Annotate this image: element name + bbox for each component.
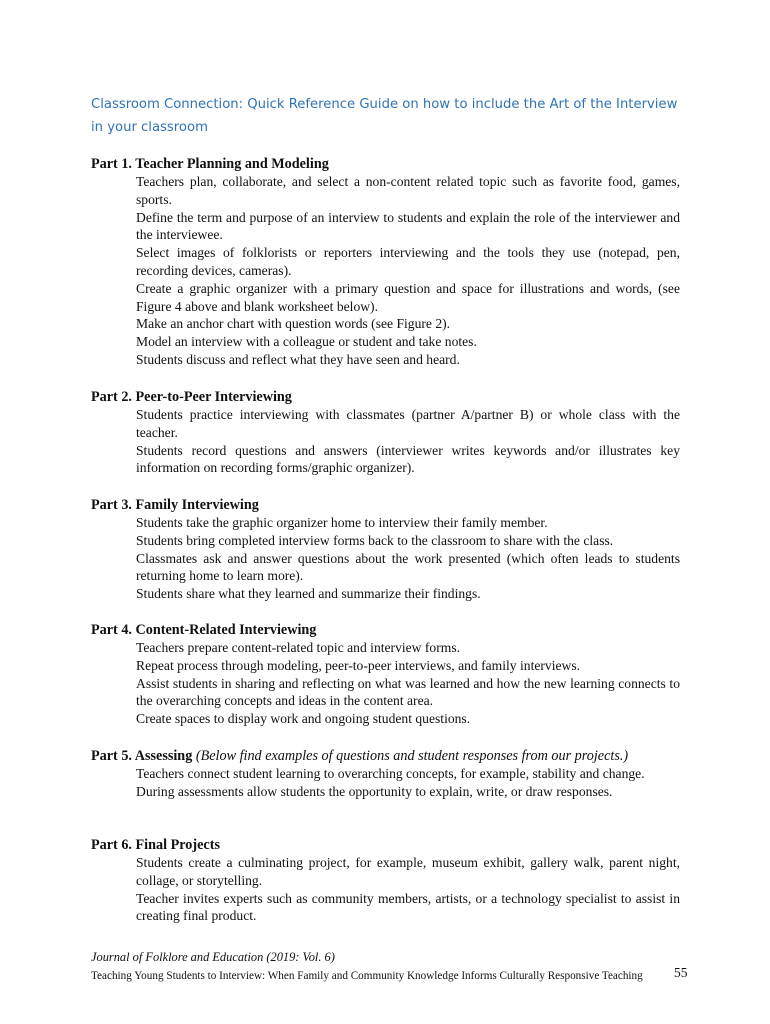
list-item: Create spaces to display work and ongoing student questions.	[136, 711, 471, 727]
part-items	[136, 854, 680, 925]
part-title	[91, 155, 691, 173]
part-4	[91, 621, 691, 728]
list-item: Assist students in sharing and reflecting on what was learned and how the new learning connects to the overarching concepts and ideas in the content area.	[136, 675, 680, 709]
part-items	[136, 406, 680, 477]
list-item: Students share what they learned and summarize their findings.	[136, 586, 481, 602]
part-6	[91, 836, 691, 925]
list-item: Students record questions and answers (interviewer writes keywords and/or illustrates key information on recording forms/graphic organizer).	[136, 442, 680, 476]
part-items	[136, 765, 680, 801]
list-item: Students create a culminating project, for example, museum exhibit, gallery walk, parent night, collage, or storytelling.	[136, 855, 680, 888]
part-items	[136, 639, 680, 728]
part-title-text: Part 2. Peer-to-Peer Interviewing	[91, 389, 292, 405]
list-item: Students bring completed interview forms back to the classroom to share with the class.	[136, 532, 614, 548]
page-number: 55	[674, 965, 688, 980]
part-items	[136, 173, 680, 369]
part-title	[91, 621, 691, 639]
list-item: Make an anchor chart with question words (see Figure 2).	[136, 316, 451, 332]
part-title	[91, 836, 691, 854]
list-item: Students discuss and reflect what they have seen and heard.	[136, 351, 460, 367]
section-heading: Classroom Connection: Quick Reference Guide on how to include the Art of the Interview in your classroom	[91, 97, 678, 135]
list-item: Students practice interviewing with classmates (partner A/partner B) or whole class with the teacher.	[136, 407, 680, 440]
list-item: Model an interview with a colleague or student and take notes.	[136, 334, 477, 350]
part-title-text: Part 4. Content-Related Interviewing	[91, 622, 317, 638]
part-1	[91, 155, 691, 369]
part-title-text: Part 3. Family Interviewing	[91, 497, 259, 513]
part-title-note: (Below find examples of questions and student responses from our projects.)	[195, 748, 629, 764]
list-item: Repeat process through modeling, peer-to-peer interviews, and family interviews.	[136, 657, 581, 673]
list-item: Create a graphic organizer with a primary question and space for illustrations and words, (see Figure 4 above and blank worksheet below).	[136, 280, 680, 314]
list-item: Teacher invites experts such as community members, artists, or a technology specialist to assist in creating final product.	[136, 890, 680, 924]
part-title	[91, 496, 691, 514]
part-title-text: Part 1. Teacher Planning and Modeling	[91, 156, 329, 172]
part-5	[91, 747, 691, 801]
list-item: Teachers prepare content-related topic and interview forms.	[136, 640, 461, 655]
part-items	[136, 514, 680, 603]
list-item: Define the term and purpose of an interview to students and explain the role of the interviewer and the interviewee.	[136, 209, 680, 243]
part-3	[91, 496, 691, 603]
list-item: Teachers connect student learning to overarching concepts, for example, stability and change.	[136, 766, 645, 781]
list-item: During assessments allow students the opportunity to explain, write, or draw responses.	[136, 783, 613, 799]
list-item: Students take the graphic organizer home to interview their family member.	[136, 515, 548, 530]
list-item: Teachers plan, collaborate, and select a non-content related topic such as favorite food, games, sports.	[136, 174, 680, 207]
part-title	[91, 747, 691, 765]
list-item: Select images of folklorists or reporters interviewing and the tools they use (notepad, pen, recording devices, cameras).	[136, 245, 680, 278]
part-2	[91, 388, 691, 477]
part-title	[91, 388, 691, 406]
list-item: Classmates ask and answer questions about the work presented (which often leads to students returning home to learn more).	[136, 550, 680, 584]
footer-article-title: Teaching Young Students to Interview: When Family and Community Knowledge Informs Culturally Responsive Teaching	[91, 970, 643, 982]
part-title-text: Part 5. Assessing	[91, 748, 193, 764]
part-title-text: Part 6. Final Projects	[91, 837, 220, 853]
footer-journal-citation: Journal of Folklore and Education (2019: Vol. 6)	[91, 950, 335, 964]
